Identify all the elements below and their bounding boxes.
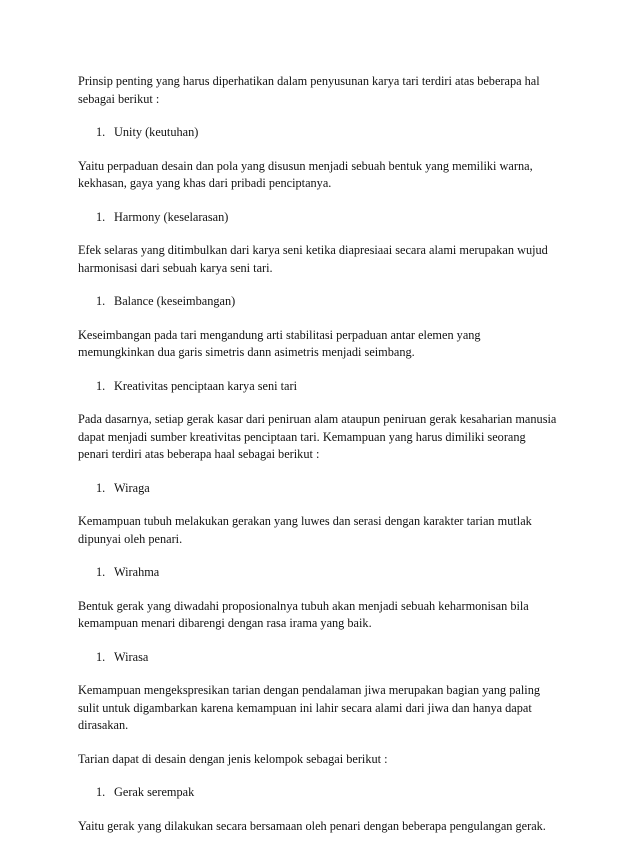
- list-heading: Wirahma: [114, 565, 160, 579]
- paragraph-wiraga: Kemampuan tubuh melakukan gerakan yang luwes dan serasi dengan karakter tarian mutlak dipunyai oleh penari.: [78, 514, 532, 546]
- list-number: 1.: [96, 125, 106, 139]
- list-item-gerak-serempak: [78, 784, 558, 802]
- list-item-kreativitas: [78, 378, 558, 396]
- paragraph-unity: Yaitu perpaduan desain dan pola yang disusun menjadi sebuah bentuk yang memiliki warna, kekhasan, gaya yang khas dari pribadi penciptanya.: [78, 158, 533, 190]
- list-heading: Gerak serempak: [114, 785, 195, 799]
- list-item-unity: [78, 124, 558, 142]
- paragraph-wirahma: Bentuk gerak yang diwadahi proposionalnya tubuh akan menjadi sebuah keharmonisan bila kemampuan menari dibarengi dengan rasa irama yang baik.: [78, 598, 529, 630]
- list-item-wirasa: [78, 649, 558, 667]
- list-heading: Balance (keseimbangan): [114, 294, 236, 308]
- list-heading: Unity (keutuhan): [114, 125, 199, 139]
- list-number: 1.: [96, 565, 106, 579]
- list-item-wirahma: [78, 564, 558, 582]
- paragraph-harmony: Efek selaras yang ditimbulkan dari karya seni ketika diapresiaai secara alami merupakan wujud harmonisasi dari sebuah karya seni tari.: [78, 243, 548, 275]
- list-number: 1.: [96, 785, 106, 799]
- intro-paragraph: Prinsip penting yang harus diperhatikan dalam penyusunan karya tari terdiri atas beberapa hal sebagai berikut :: [78, 74, 540, 106]
- list-number: 1.: [96, 649, 106, 664]
- outro-paragraph: Tarian dapat di desain dengan jenis kelompok sebagai berikut :: [78, 751, 388, 766]
- paragraph-wirasa: Kemampuan mengekspresikan tarian dengan pendalaman jiwa merupakan bagian yang paling sulit untuk digambarkan karena kemampuan ini lahir secara alami dari jiwa dan hanya dapat dirasakan.: [78, 683, 540, 732]
- paragraph-gerak-serempak: Yaitu gerak yang dilakukan secara bersamaan oleh penari dengan beberapa pengulangan gerak.: [78, 818, 546, 833]
- list-number: 1.: [96, 378, 106, 393]
- document-body: [78, 73, 558, 851]
- list-heading: Kreativitas penciptaan karya seni tari: [114, 378, 298, 393]
- list-number: 1.: [96, 294, 106, 308]
- list-heading: Wiraga: [114, 480, 150, 495]
- list-item-balance: [78, 293, 558, 311]
- paragraph-kreativitas: Pada dasarnya, setiap gerak kasar dari peniruan alam ataupun peniruan gerak kesaharian manusia dapat menjadi sumber kreativitas penciptaan tari. Kemampuan yang harus dimiliki seorang penari terdiri atas beberapa haal sebagai berikut :: [78, 412, 557, 461]
- paragraph-balance: Keseimbangan pada tari mengandung arti stabilitasi perpaduan antar elemen yang memungkinkan dua garis simetris dann asimetris menjadi seimbang.: [78, 327, 481, 359]
- list-heading: Wirasa: [114, 649, 149, 664]
- list-item-harmony: [78, 209, 558, 227]
- list-number: 1.: [96, 480, 106, 495]
- list-number: 1.: [96, 209, 106, 224]
- list-heading: Harmony (keselarasan): [114, 209, 229, 224]
- list-item-wiraga: [78, 480, 558, 498]
